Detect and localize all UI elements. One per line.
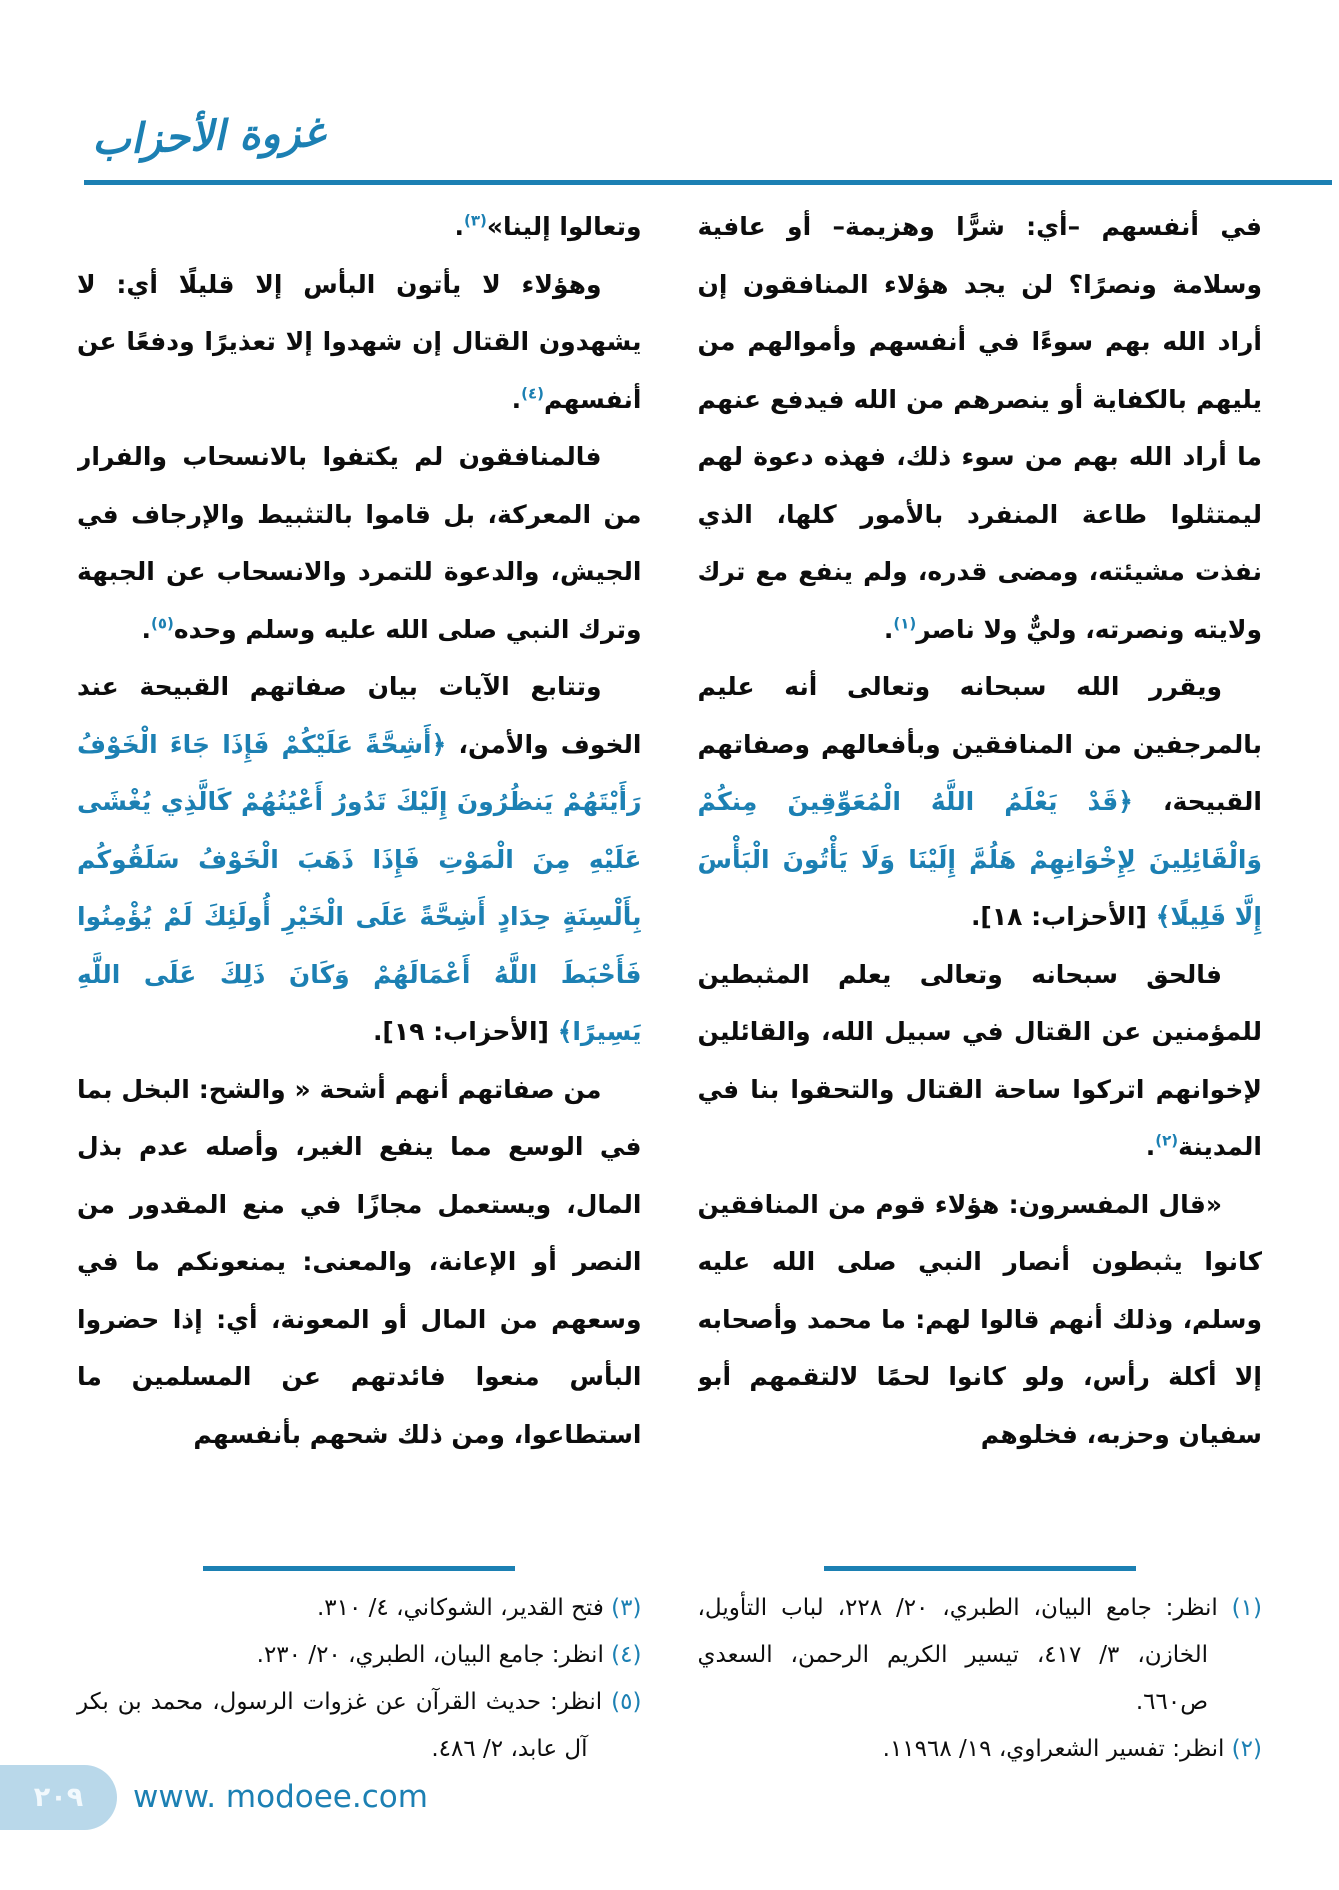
body-text: . [454, 212, 464, 241]
paragraph [698, 658, 1263, 946]
footnote-divider [824, 1566, 1136, 1571]
footnote-divider [203, 1566, 515, 1571]
footnote-marker: (٤) [521, 384, 544, 403]
paragraph [77, 256, 642, 429]
quran-verse: ﴿أَشِحَّةً عَلَيْكُمْ فَإِذَا جَاءَ الْخَوْفُ رَأَيْتَهُمْ يَنظُرُونَ إِلَيْكَ تَدُورُ أَعْيُنُهُمْ كَالَّذِي يُغْشَى عَلَيْهِ مِنَ الْمَوْتِ فَإِذَا ذَهَبَ الْخَوْفُ سَلَقُوكُم بِأَلْسِنَةٍ حِدَادٍ أَشِحَّةً عَلَى الْخَيْرِ أُولَئِكَ لَمْ يُؤْمِنُوا فَأَحْبَطَ اللَّهُ أَعْمَالَهُمْ وَكَانَ ذَلِكَ عَلَى اللَّهِ يَسِيرًا﴾ [77, 729, 642, 1046]
footnotes [77, 1566, 1262, 1774]
footnote [77, 1679, 642, 1773]
footnote-text: انظر: حديث القرآن عن غزوات الرسول، محمد بن بكر آل عابد، ٢/ ٤٨٦. [77, 1689, 612, 1763]
page-number: ٢٠٩ [33, 1782, 84, 1813]
footnote-marker: (١) [893, 614, 917, 633]
footnote-number: (٥) [611, 1689, 642, 1716]
paragraph [77, 1061, 642, 1464]
footnote [77, 1585, 642, 1632]
body-text: . [883, 614, 894, 644]
body-text: فالحق سبحانه وتعالى يعلم المثبطين للمؤمنين عن القتال في سبيل الله، والقائلين لإخوانهم اتركوا ساحة القتال والتحقوا بنا في المدينة [697, 959, 1262, 1161]
body-text: [الأحزاب: ١٨]. [970, 902, 1156, 931]
paragraph [77, 428, 642, 658]
footnotes-column-left [77, 1566, 642, 1774]
footnote [698, 1585, 1263, 1726]
footnote [698, 1726, 1263, 1773]
quran-verse: ﴿قَدْ يَعْلَمُ اللَّهُ الْمُعَوِّقِينَ مِنكُمْ وَالْقَائِلِينَ لِإِخْوَانِهِمْ هَلُمَّ إِلَيْنَا وَلَا يَأْتُونَ الْبَأْسَ إِلَّا قَلِيلًا﴾ [697, 787, 1262, 931]
footnote-number: (٢) [1231, 1736, 1262, 1763]
body-text: . [141, 614, 152, 644]
chapter-title: غزوة الأحزاب [91, 107, 326, 165]
body-text: وهؤلاء لا يأتون البأس إلا قليلًا أي: لا يشهدون القتال إن شهدوا إلا تعذيرًا ودفعًا عن أنفسهم [77, 269, 642, 414]
body-text: فالمنافقون لم يكتفوا بالانسحاب والفرار من المعركة، بل قاموا بالتثبيط والإرجاف في الجيش، والدعوة للتمرد والانسحاب عن الجبهة وترك النبي صلى الله عليه وسلم وحده [77, 442, 642, 644]
footnote-text: انظر: تفسير الشعراوي، ١٩/ ١١٩٦٨. [882, 1736, 1232, 1763]
header-divider [84, 180, 1332, 185]
footnote-marker: (٣) [463, 211, 487, 230]
text-column-right [698, 198, 1263, 1558]
body-text: وتعالوا إلينا» [486, 212, 642, 241]
footnote-number: (٣) [611, 1595, 642, 1621]
footnote-text: انظر: جامع البيان، الطبري، ٢٠/ ٢٢٨، لباب التأويل، الخازن، ٣/ ٤١٧، تيسير الكريم الرحمن، السعدي ص٦٦٠. [697, 1595, 1232, 1716]
footnote-text: انظر: جامع البيان، الطبري، ٢٠/ ٢٣٠. [256, 1642, 612, 1669]
body-text: وتتابع الآيات بيان صفاتهم القبيحة عند الخوف والأمن، [77, 672, 642, 759]
paragraph [77, 658, 642, 1061]
paragraph [698, 198, 1263, 658]
footnote-marker: (٢) [1155, 1131, 1179, 1150]
footnote-list-left [77, 1585, 642, 1774]
text-column-left [77, 198, 642, 1558]
footnote-list-right [698, 1585, 1263, 1774]
footnote [77, 1632, 642, 1679]
body-text: [الأحزاب: ١٩]. [372, 1017, 558, 1046]
footnote-number: (١) [1231, 1595, 1262, 1621]
body-text: . [1145, 1132, 1156, 1161]
body-columns [77, 198, 1262, 1558]
paragraph [698, 946, 1263, 1176]
paragraph [77, 198, 642, 256]
body-text: من صفاتهم أنهم أشحة « والشح: البخل بما في الوسع مما ينفع الغير، وأصله عدم بذل المال، ويستعمل مجازًا في منع المقدور من النصر أو الإعانة، والمعنى: يمنعونكم ما في وسعهم من المال أو المعونة، أي: إذا حضروا البأس منعوا فائدتهم عن المسلمين ما استطاعوا، ومن ذلك شحهم بأنفسهم [77, 1074, 642, 1449]
page-number-badge [0, 1765, 117, 1830]
paragraph [698, 1176, 1263, 1464]
body-text: في أنفسهم –أي: شرًّا وهزيمة– أو عافية وسلامة ونصرًا؟ لن يجد هؤلاء المنافقون إن أراد الله بهم سوءًا في أنفسهم وأموالهم من يليهم بالكفاية أو ينصرهم من الله فيدفع عنهم ما أراد الله بهم من سوء ذلك، فهذه دعوة لهم ليمتثلوا طاعة المنفرد بالأمور كلها، الذي نفذت مشيئته، ومضى قدره، ولم ينفع مع ترك ولايته ونصرته، وليٌّ ولا ناصر [697, 212, 1262, 644]
website-url: www. modoee.com [133, 1779, 428, 1815]
footnote-marker: (٥) [151, 614, 174, 633]
footnote-text: فتح القدير، الشوكاني، ٤/ ٣١٠. [316, 1595, 612, 1621]
body-text: . [511, 384, 522, 414]
footnote-number: (٤) [611, 1642, 642, 1669]
body-text: ويقرر الله سبحانه وتعالى أنه عليم بالمرجفين من المنافقين وبأفعالهم وصفاتهم القبيحة، [697, 672, 1262, 816]
body-text: «قال المفسرون: هؤلاء قوم من المنافقين كانوا يثبطون أنصار النبي صلى الله عليه وسلم، وذلك أنهم قالوا لهم: ما محمد وأصحابه إلا أكلة رأس، ولو كانوا لحمًا لالتقمهم أبو سفيان وحزبه، فخلوهم [697, 1189, 1262, 1449]
footnotes-column-right [698, 1566, 1263, 1774]
